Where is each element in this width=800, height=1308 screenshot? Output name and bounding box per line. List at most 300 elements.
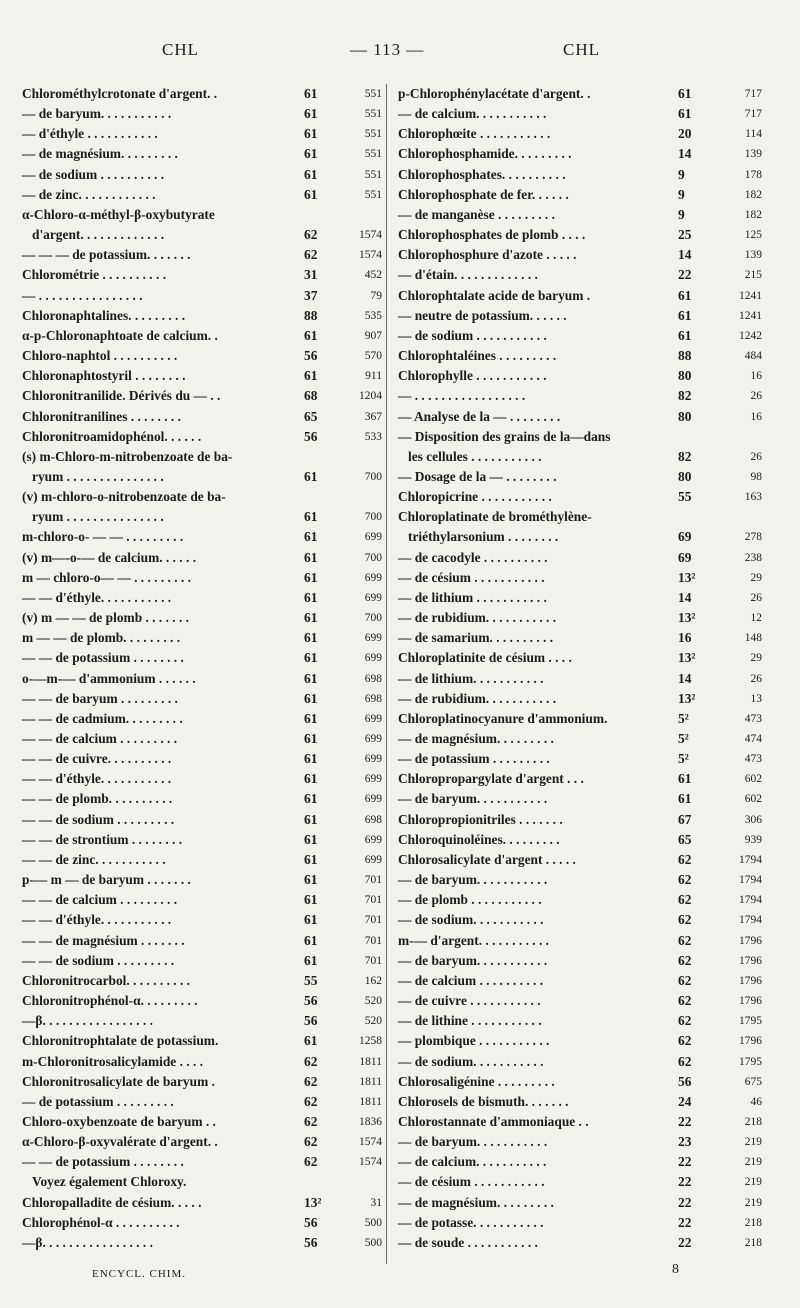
entry-page: 1204 (359, 390, 382, 403)
entry-page: 218 (744, 1236, 762, 1249)
entry-label: — — d'éthyle. . . . . . . . . . . (22, 912, 172, 928)
entry-label: — de plomb . . . . . . . . . . . (398, 892, 542, 908)
entry-label: — — de cuivre. . . . . . . . . . (22, 751, 172, 767)
entry-page: 178 (744, 168, 762, 181)
index-entry (22, 628, 382, 648)
entry-volume: 61 (304, 811, 318, 827)
entry-label: — — d'éthyle. . . . . . . . . . . (22, 771, 172, 787)
entry-volume: 14 (678, 589, 692, 605)
entry-volume: 62 (678, 892, 692, 908)
entry-page: 98 (750, 470, 762, 483)
entry-label: — de manganèse . . . . . . . . . (398, 206, 555, 222)
entry-volume: 61 (678, 307, 692, 323)
index-entry (398, 709, 762, 729)
entry-label: Chlorophtalate acide de baryum . (398, 287, 591, 303)
entry-label: — — de sodium . . . . . . . . . (22, 952, 175, 968)
index-entry (398, 265, 762, 285)
entry-volume: 61 (304, 670, 318, 686)
entry-label: p-Chlorophénylacétate d'argent. . (398, 86, 591, 101)
entry-label: — de potassium . . . . . . . . . (22, 1093, 174, 1109)
entry-page: 701 (364, 954, 382, 967)
entry-page: 911 (365, 370, 382, 383)
entry-page: 699 (364, 853, 382, 866)
entry-label: —β. . . . . . . . . . . . . . . . . (22, 1013, 153, 1029)
index-entry (22, 608, 382, 628)
entry-volume: 31 (304, 267, 318, 283)
entry-page: 139 (744, 249, 762, 262)
entry-label: — neutre de potassium. . . . . . (398, 307, 567, 323)
entry-page: 218 (744, 1216, 762, 1229)
entry-volume: 61 (678, 327, 692, 343)
entry-volume: 62 (304, 1154, 318, 1170)
entry-label: — de potasse. . . . . . . . . . . (398, 1214, 544, 1230)
index-entry (398, 124, 762, 144)
entry-page: 163 (744, 491, 762, 504)
entry-label: — de sodium. . . . . . . . . . . (398, 1053, 544, 1069)
entry-volume: 62 (678, 993, 692, 1009)
entry-page: 1241 (739, 309, 762, 322)
index-entry (22, 830, 382, 850)
index-entry (398, 910, 762, 930)
entry-page: 13 (750, 692, 762, 705)
entry-page: 698 (364, 813, 382, 826)
entry-page: 238 (744, 551, 762, 564)
index-entry (22, 1213, 382, 1233)
entry-label: — Disposition des grains de la—dans (398, 428, 611, 444)
entry-volume: 62 (678, 1033, 692, 1049)
entry-volume: 61 (304, 146, 318, 162)
entry-volume: 22 (678, 267, 692, 283)
entry-page: 46 (750, 1095, 762, 1108)
entry-label: Chloroplatinite de césium . . . . (398, 650, 572, 666)
entry-label: — de sodium. . . . . . . . . . . (398, 912, 544, 928)
entry-page: 162 (364, 974, 382, 987)
entry-label: Chlorophosphates. . . . . . . . . . (398, 166, 566, 182)
entry-page: 675 (744, 1075, 762, 1088)
index-entry (22, 507, 382, 527)
entry-label: — Analyse de la — . . . . . . . . (398, 408, 561, 424)
index-entry (22, 991, 382, 1011)
entry-page: 699 (364, 652, 382, 665)
index-entry (398, 286, 762, 306)
entry-page: 29 (750, 652, 762, 665)
entry-label: Chloro-naphtol . . . . . . . . . . (22, 348, 178, 364)
entry-page: 700 (364, 470, 382, 483)
entry-label: — — de baryum . . . . . . . . . (22, 690, 178, 706)
index-entry (398, 1072, 762, 1092)
index-entry (398, 689, 762, 709)
entry-volume: 13² (678, 650, 696, 666)
index-entry (398, 548, 762, 568)
entry-label: — de cacodyle . . . . . . . . . . (398, 549, 548, 565)
index-entry (398, 769, 762, 789)
entry-page: 700 (364, 511, 382, 524)
index-entry (22, 850, 382, 870)
entry-label: Chlorosalicylate d'argent . . . . . (398, 851, 576, 867)
entry-label: — de baryum. . . . . . . . . . . (398, 952, 548, 968)
entry-page: 907 (364, 329, 382, 342)
index-entry (22, 165, 382, 185)
entry-volume: 14 (678, 146, 692, 162)
entry-volume: 22 (678, 1174, 692, 1190)
index-entry (398, 527, 762, 547)
entry-label: — — de strontium . . . . . . . . (22, 831, 183, 847)
entry-volume: 62 (678, 851, 692, 867)
entry-label: Chlorophosphamide. . . . . . . . . (398, 146, 572, 162)
entry-volume: 61 (304, 771, 318, 787)
entry-label: Chlorométhylcrotonate d'argent. . (22, 86, 218, 101)
entry-volume: 61 (304, 529, 318, 545)
entry-label: Chloropropargylate d'argent . . . (398, 771, 584, 787)
entry-label: — de soude . . . . . . . . . . . (398, 1234, 538, 1250)
entry-page: 484 (744, 350, 762, 363)
index-entry (398, 104, 762, 124)
entry-volume: 61 (304, 468, 318, 484)
entry-label: — de calcium . . . . . . . . . . (398, 972, 544, 988)
entry-page: 306 (744, 813, 762, 826)
entry-page: 1242 (739, 329, 762, 342)
index-entry (22, 185, 382, 205)
entry-volume: 61 (678, 86, 692, 101)
entry-volume: 61 (678, 106, 692, 122)
entry-volume: 65 (304, 408, 318, 424)
entry-page: 1796 (739, 974, 762, 987)
entry-volume: 13² (678, 610, 696, 626)
index-entry (22, 729, 382, 749)
index-entry (22, 225, 382, 245)
entry-volume: 62 (304, 227, 318, 243)
entry-label: — de césium . . . . . . . . . . . (398, 569, 545, 585)
index-entry (22, 104, 382, 124)
entry-label: — — de magnésium . . . . . . . (22, 932, 185, 948)
entry-page: 699 (364, 773, 382, 786)
index-entry (398, 205, 762, 225)
index-entry (22, 709, 382, 729)
entry-label: Chloronitroamidophénol. . . . . . (22, 428, 202, 444)
entry-volume: 61 (304, 952, 318, 968)
index-entry (398, 144, 762, 164)
entry-label: Chlorophosphate de fer. . . . . . (398, 186, 569, 202)
entry-page: 26 (750, 390, 762, 403)
entry-label: — — de potassium . . . . . . . . (22, 1154, 184, 1170)
entry-page: 79 (370, 289, 382, 302)
entry-volume: 80 (678, 368, 692, 384)
entry-page: 699 (364, 632, 382, 645)
index-entry (398, 386, 762, 406)
index-entry (398, 648, 762, 668)
entry-page: 1836 (359, 1115, 382, 1128)
entry-volume: 61 (678, 771, 692, 787)
entry-volume: 88 (304, 307, 318, 323)
entry-label: Chlorophtaléines . . . . . . . . . (398, 348, 557, 364)
entry-volume: 61 (304, 751, 318, 767)
entry-page: 533 (364, 430, 382, 443)
entry-page: 699 (364, 733, 382, 745)
entry-volume: 61 (304, 368, 318, 384)
entry-volume: 62 (678, 952, 692, 968)
entry-page: 551 (364, 148, 382, 161)
index-entry (22, 648, 382, 668)
index-entry (22, 366, 382, 386)
entry-label: Chloropalladite de césium. . . . . (22, 1194, 202, 1210)
entry-page: 1811 (359, 1055, 382, 1068)
entry-label: — de sodium . . . . . . . . . . . (398, 327, 547, 343)
entry-page: 551 (364, 128, 382, 141)
entry-page: 500 (364, 1216, 382, 1229)
entry-volume: 22 (678, 1194, 692, 1210)
index-entry (398, 1213, 762, 1233)
entry-volume: 56 (304, 1234, 318, 1250)
entry-page: 1794 (739, 914, 762, 927)
entry-label: Chloroquinoléines. . . . . . . . . (398, 831, 560, 847)
index-entry (398, 870, 762, 890)
entry-volume: 62 (304, 1093, 318, 1109)
index-entry (398, 185, 762, 205)
entry-page: 699 (364, 753, 382, 766)
entry-page: 1811 (359, 1095, 382, 1108)
entry-page: 1574 (359, 229, 382, 242)
page-header (0, 40, 800, 70)
entry-volume: 13² (304, 1194, 322, 1210)
index-entry (22, 1092, 382, 1112)
entry-page: 700 (364, 612, 382, 625)
entry-volume: 88 (678, 348, 692, 364)
entry-volume: 65 (678, 831, 692, 847)
entry-label: m-— d'argent. . . . . . . . . . . (398, 932, 550, 948)
index-entry (398, 810, 762, 830)
index-entry (398, 447, 762, 467)
entry-volume: 61 (304, 630, 318, 646)
entry-label: — plombique . . . . . . . . . . . (398, 1033, 550, 1049)
entry-volume: 62 (678, 1053, 692, 1069)
entry-page: 699 (364, 712, 382, 725)
entry-volume: 13² (678, 569, 696, 585)
entry-label: ryum . . . . . . . . . . . . . . . (32, 509, 164, 525)
entry-page: 474 (744, 733, 762, 745)
index-entry (398, 1112, 762, 1132)
entry-page: 1794 (739, 874, 762, 887)
entry-volume: 14 (678, 670, 692, 686)
entry-volume: 5² (678, 751, 689, 767)
index-entry (22, 427, 382, 447)
index-entry (398, 1052, 762, 1072)
index-entry (398, 830, 762, 850)
entry-volume: 62 (304, 247, 318, 263)
entry-label: m — — de plomb. . . . . . . . . (22, 630, 181, 646)
entry-volume: 23 (678, 1134, 692, 1150)
entry-page: 1241 (739, 289, 762, 302)
index-entry (22, 870, 382, 890)
index-entry (398, 467, 762, 487)
index-entry (22, 326, 382, 346)
entry-volume: 61 (304, 589, 318, 605)
footer-publication: ENCYCL. CHIM. (92, 1268, 186, 1280)
entry-label: ryum . . . . . . . . . . . . . . . (32, 468, 164, 484)
entry-volume: 61 (304, 912, 318, 928)
entry-page: 551 (364, 168, 382, 181)
entry-page: 1796 (739, 1035, 762, 1048)
index-entry (398, 346, 762, 366)
index-entry (398, 749, 762, 769)
index-entry (398, 991, 762, 1011)
entry-volume: 62 (304, 1134, 318, 1150)
entry-label: — — d'éthyle. . . . . . . . . . . (22, 589, 172, 605)
index-entry (22, 810, 382, 830)
entry-page: 520 (364, 995, 382, 1008)
index-entry (398, 1152, 762, 1172)
entry-page: 218 (744, 1115, 762, 1128)
index-entry (22, 1132, 382, 1152)
entry-page: 1258 (359, 1035, 382, 1048)
index-entry (22, 346, 382, 366)
entry-volume: 56 (304, 1214, 318, 1230)
entry-volume: 5² (678, 731, 689, 746)
entry-volume: 61 (304, 86, 318, 101)
entry-page: 16 (750, 410, 762, 423)
entry-page: 219 (744, 1196, 762, 1209)
index-entry (398, 628, 762, 648)
entry-label: Chloronitrophénol-α. . . . . . . . . (22, 993, 198, 1009)
entry-label: — — de plomb. . . . . . . . . . (22, 791, 173, 807)
column-divider (386, 84, 387, 1264)
entry-page: 452 (364, 269, 382, 282)
entry-page: 699 (364, 833, 382, 846)
entry-label: Chloronitrosalicylate de baryum . (22, 1073, 215, 1089)
entry-label: — de baryum. . . . . . . . . . . (398, 1134, 548, 1150)
index-entry (22, 286, 382, 306)
entry-volume: 22 (678, 1154, 692, 1170)
entry-volume: 14 (678, 247, 692, 263)
entry-page: 12 (750, 612, 762, 625)
entry-label: Chlorophosphates de plomb . . . . (398, 227, 586, 243)
entry-page: 1795 (739, 1015, 762, 1028)
footer-signature-mark: 8 (672, 1262, 679, 1277)
entry-label: — . . . . . . . . . . . . . . . . . (398, 388, 526, 404)
entry-label: —β. . . . . . . . . . . . . . . . . (22, 1234, 153, 1250)
entry-label: — de zinc. . . . . . . . . . . . (22, 186, 156, 202)
entry-page: 717 (744, 88, 762, 100)
entry-label: — de lithium. . . . . . . . . . . (398, 670, 544, 686)
index-entry (22, 789, 382, 809)
index-entry (22, 84, 382, 104)
entry-label: Chloronaphtalines. . . . . . . . . (22, 307, 186, 323)
entry-label: Chloropicrine . . . . . . . . . . . (398, 489, 552, 505)
entry-volume: 9 (678, 166, 685, 182)
header-right-keyword: CHL (563, 40, 600, 59)
entry-page: 939 (744, 833, 762, 846)
index-entry (22, 669, 382, 689)
entry-volume: 25 (678, 227, 692, 243)
entry-label: Chlorométrie . . . . . . . . . . (22, 267, 167, 283)
index-entry (22, 1072, 382, 1092)
entry-label: m-Chloronitrosalicylamide . . . . (22, 1053, 204, 1069)
index-entry (398, 608, 762, 628)
entry-label: Chlorosels de bismuth. . . . . . . (398, 1093, 569, 1109)
entry-page: 219 (744, 1176, 762, 1189)
entry-page: 699 (364, 793, 382, 806)
entry-label: — de baryum. . . . . . . . . . . (398, 872, 548, 888)
entry-label: — de magnésium. . . . . . . . . (398, 1194, 554, 1210)
entry-label: — de calcium. . . . . . . . . . . (398, 1154, 547, 1170)
entry-page: 698 (364, 692, 382, 705)
index-entry (22, 1193, 382, 1213)
entry-volume: 20 (678, 126, 692, 142)
entry-page: 215 (744, 269, 762, 282)
entry-volume: 62 (304, 1073, 318, 1089)
index-entry (22, 971, 382, 991)
entry-volume: 80 (678, 468, 692, 484)
entry-page: 551 (364, 188, 382, 201)
entry-page: 1574 (359, 249, 382, 262)
index-entry (398, 669, 762, 689)
index-entry (22, 1052, 382, 1072)
index-entry (22, 931, 382, 951)
entry-page: 535 (364, 309, 382, 322)
entry-label: — de magnésium. . . . . . . . . (398, 731, 554, 746)
entry-volume: 62 (678, 1013, 692, 1029)
entry-label: o-—m-— d'ammonium . . . . . . (22, 670, 196, 686)
entry-volume: 62 (304, 1053, 318, 1069)
entry-volume: 62 (678, 912, 692, 928)
entry-label: — de rubidium. . . . . . . . . . . (398, 610, 557, 626)
entry-label: (s) m-Chloro-m-nitrobenzoate de ba- (22, 448, 233, 464)
entry-volume: 61 (304, 186, 318, 202)
entry-volume: 61 (304, 1033, 318, 1049)
entry-volume: 5² (678, 710, 689, 726)
entry-label: — — de calcium . . . . . . . . . (22, 731, 178, 746)
entry-page: 602 (744, 773, 762, 786)
entry-label: Chlorosaligénine . . . . . . . . . (398, 1073, 555, 1089)
index-entry (398, 487, 762, 507)
index-entry (398, 1233, 762, 1253)
entry-volume: 9 (678, 186, 685, 202)
index-entry (398, 1132, 762, 1152)
entry-volume: 62 (678, 972, 692, 988)
entry-label: les cellules . . . . . . . . . . . (408, 448, 542, 464)
entry-page: 1811 (359, 1075, 382, 1088)
entry-page: 1794 (739, 894, 762, 907)
index-entry (22, 548, 382, 568)
entry-volume: 56 (304, 1013, 318, 1029)
index-column-left (22, 84, 382, 1253)
index-entry (22, 306, 382, 326)
entry-page: 701 (364, 914, 382, 927)
entry-label: Chlorophosphure d'azote . . . . . (398, 247, 577, 263)
index-entry (398, 306, 762, 326)
entry-page: 520 (364, 1015, 382, 1028)
entry-label: — — — de potassium. . . . . . . (22, 247, 191, 263)
index-entry (398, 588, 762, 608)
index-entry (398, 1031, 762, 1051)
entry-volume: 61 (678, 791, 692, 807)
entry-label: m-chloro-o- — — . . . . . . . . . (22, 529, 184, 545)
entry-label: Chloronaphtostyril . . . . . . . . (22, 368, 186, 384)
index-entry (22, 265, 382, 285)
entry-label: — d'étain. . . . . . . . . . . . . (398, 267, 538, 283)
entry-label: Chlorostannate d'ammoniaque . . (398, 1113, 589, 1129)
index-entry (22, 205, 382, 225)
entry-page: 473 (744, 753, 762, 766)
entry-label: triéthylarsonium . . . . . . . . (408, 529, 559, 545)
entry-page: 1796 (739, 934, 762, 947)
entry-volume: 16 (678, 630, 692, 646)
entry-label: — — de sodium . . . . . . . . . (22, 811, 175, 827)
entry-page: 1574 (359, 1156, 382, 1169)
page-number: — 113 — (350, 40, 425, 59)
entry-volume: 56 (304, 993, 318, 1009)
entry-label: Chloronitranilide. Dérivés du — . . (22, 388, 221, 404)
entry-volume: 56 (304, 348, 318, 364)
